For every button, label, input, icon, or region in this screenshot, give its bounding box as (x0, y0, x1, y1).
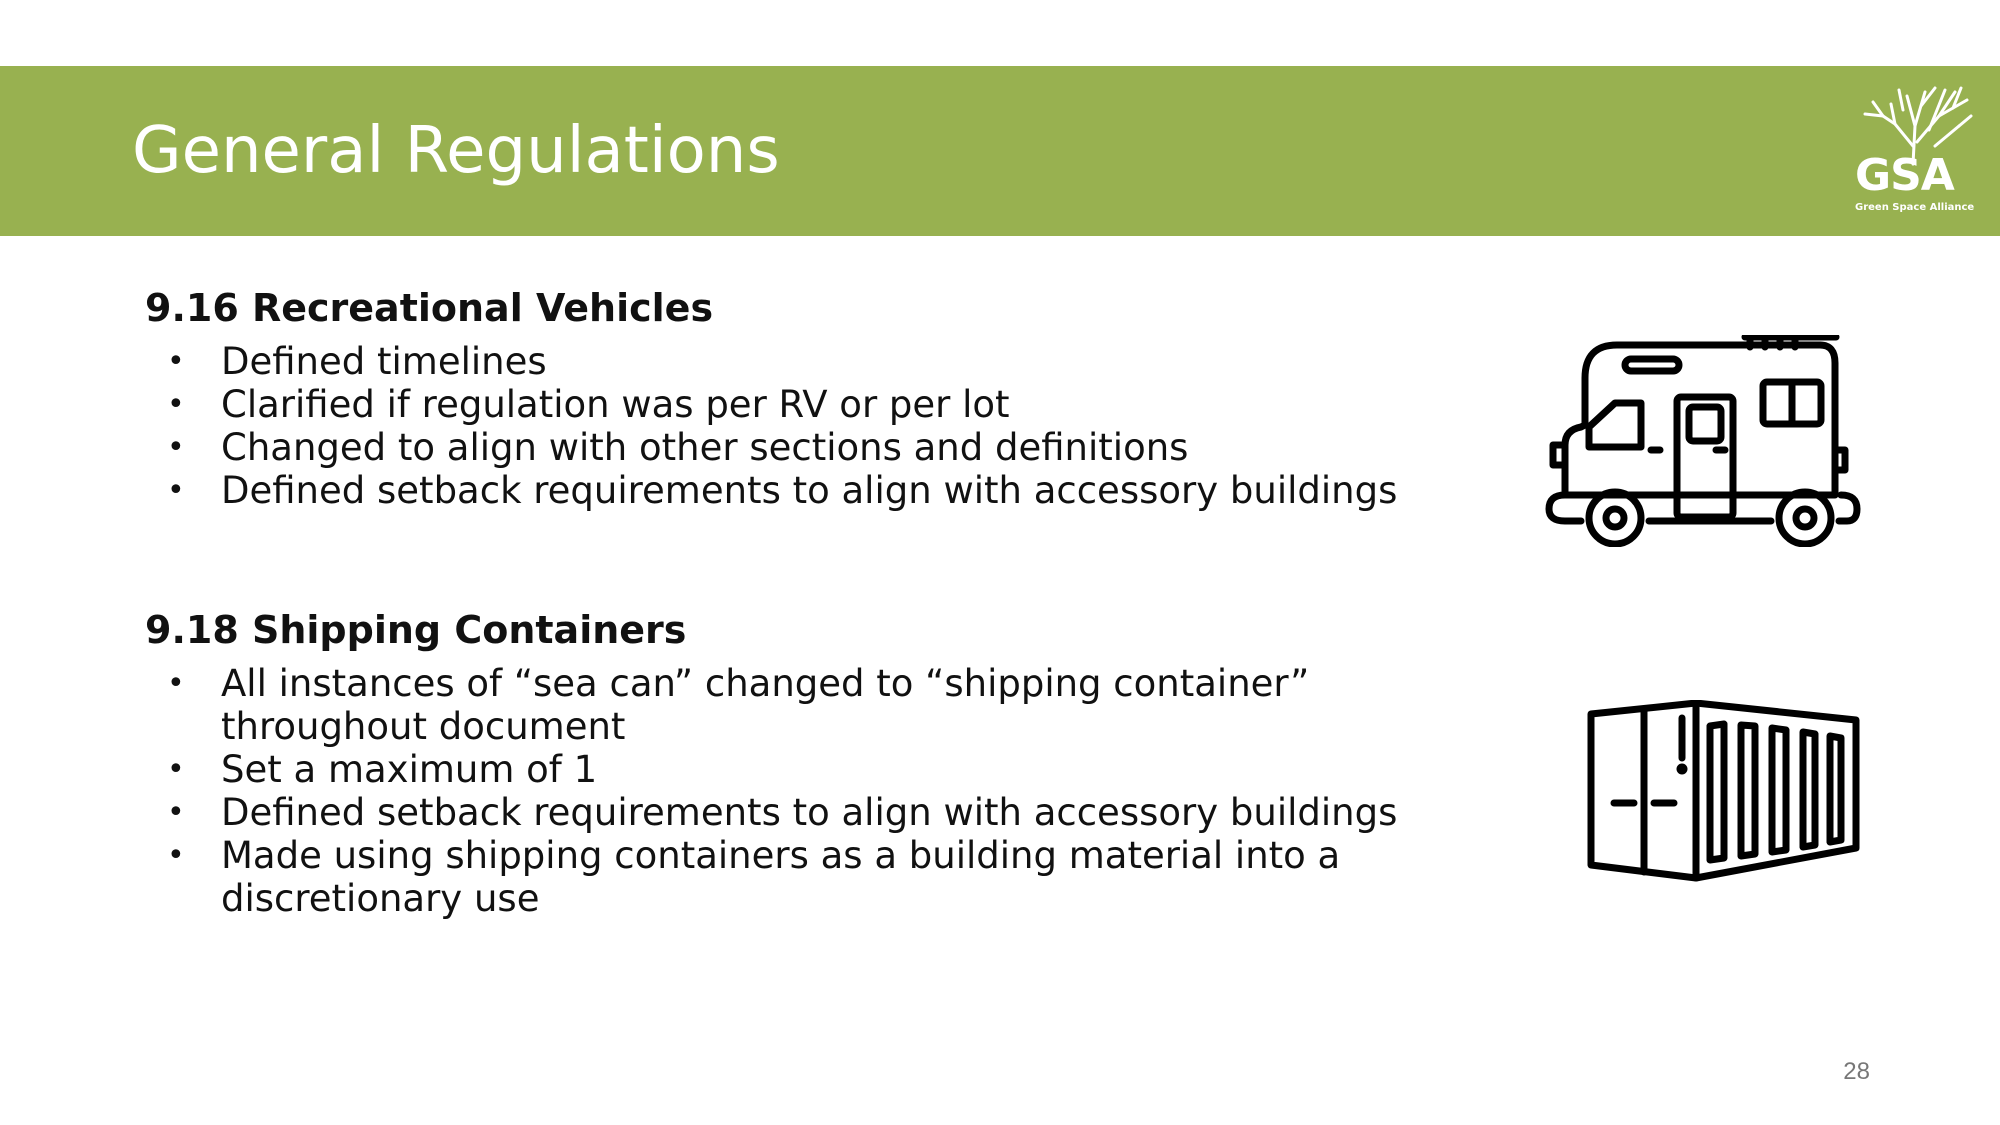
bullet-icon: • (167, 666, 185, 701)
bullet-icon: • (167, 344, 185, 379)
list-item: • Defined setback requirements to align with accessory buildings (167, 791, 1398, 834)
bullet-icon: • (167, 387, 185, 422)
section-heading: 9.18 Shipping Containers (145, 608, 687, 652)
shipping-container-icon (1586, 700, 1866, 884)
section-shipping-containers (145, 604, 1525, 920)
list-item: • Defined setback requirements to align with accessory buildings (167, 469, 1398, 512)
title-band (0, 66, 2000, 236)
list-item: • Set a maximum of 1 (167, 748, 598, 791)
gsa-logo (1855, 86, 1975, 226)
list-item: • Changed to align with other sections and definitions (167, 426, 1189, 469)
bullet-icon: • (167, 752, 185, 787)
rv-camper-icon (1545, 335, 1861, 547)
list-item: • Clarified if regulation was per RV or per lot (167, 383, 1010, 426)
bullet-icon: • (167, 473, 185, 508)
page-number: 28 (1843, 1058, 1870, 1085)
list-item: • Defined timelines (167, 340, 547, 383)
section-recreational-vehicles (145, 282, 1525, 512)
bullet-list (145, 340, 1525, 512)
slide-title: General Regulations (132, 114, 780, 188)
section-heading: 9.16 Recreational Vehicles (145, 286, 714, 330)
logo-mark: GSA (1855, 150, 1954, 201)
list-item: • Made using shipping containers as a building material into a discretionary use (167, 834, 1341, 920)
bullet-icon: • (167, 430, 185, 465)
bullet-icon: • (167, 838, 185, 873)
bullet-icon: • (167, 795, 185, 830)
logo-tagline: Green Space Alliance (1855, 202, 1975, 213)
bullet-list (145, 662, 1525, 920)
list-item: • All instances of “sea can” changed to “shipping container” throughout document (167, 662, 1310, 748)
